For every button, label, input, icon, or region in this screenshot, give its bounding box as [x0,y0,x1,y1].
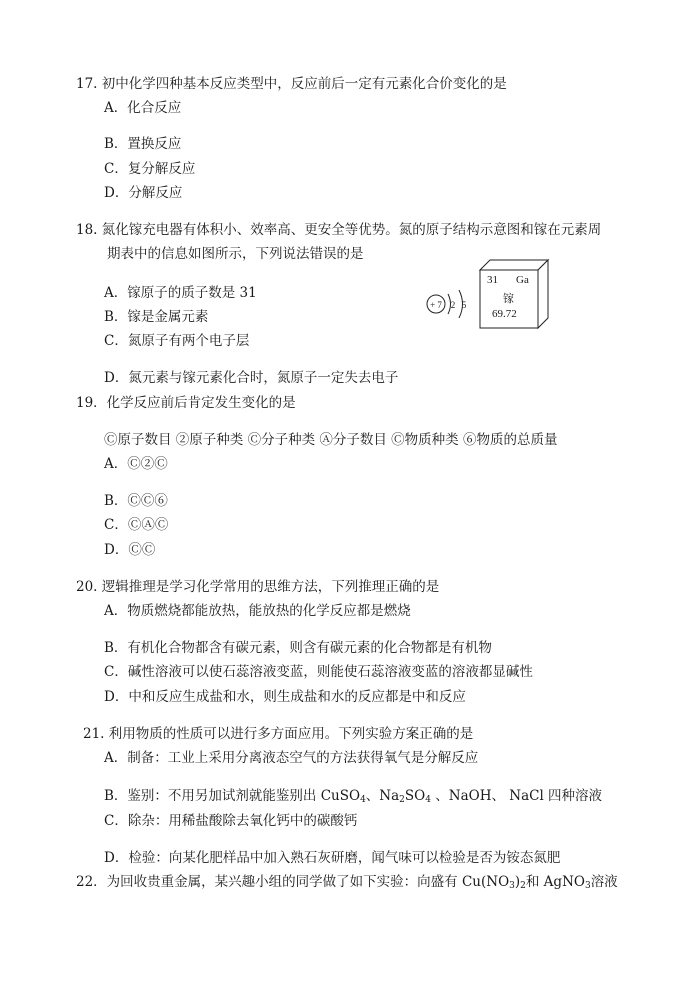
q18-option-d: D．氮元素与镓元素化合时，氮原子一定失去电子 [104,370,399,386]
atom-shell2-electrons: 5 [461,300,467,310]
q19-option-d: D．ⒸⒸ [104,542,156,558]
q20-stem: 20. 逻辑推理是学习化学常用的思维方法，下列推理正确的是 [76,579,440,595]
element-atomic-number: 31 [487,274,498,286]
q18-option-c: C．氮原子有两个电子层 [104,333,250,349]
nitrogen-atom-diagram [426,284,476,324]
q21-option-b: B．鉴别：不用另加试剂就能鉴别出 CuSO$_4$、$Na_2SO_4$ 、NaOH、 NaCl 四种溶液 [104,788,603,805]
q20-option-d: D．中和反应生成盐和水，则生成盐和水的反应都是中和反应 [104,689,466,705]
q21-stem: 21. 利用物质的性质可以进行多方面应用。下列实验方案正确的是 [83,726,474,742]
q21-option-a: A．制备：工业上采用分离液态空气的方法获得氧气是分解反应 [104,750,479,766]
atom-shell1-electrons: 2 [450,300,456,310]
gallium-element-card [478,258,550,330]
q20-option-a: A．物质燃烧都能放热，能放热的化学反应都是燃烧 [104,603,411,619]
q17-stem: 17. 初中化学四种基本反应类型中，反应前后一定有元素化合价变化的是 [76,76,507,92]
q19-stem: 19．化学反应前后肯定发生变化的是 [76,395,296,411]
q21-option-d: D．检验：向某化肥样品中加入熟石灰研磨，闻气味可以检验是否为铵态氮肥 [104,850,561,866]
q19-option-b: B．ⒸⒸ⑥ [104,493,168,509]
q19-option-a: A．Ⓒ②Ⓒ [104,456,168,472]
q17-option-b: B．置换反应 [104,136,182,152]
element-symbol: Ga [516,274,529,286]
q17-option-a: A．化合反应 [104,100,182,116]
q18-stem-line1: 18. 氮化镓充电器有体积小、效率高、更安全等优势。氮的原子结构示意图和镓在元素周 [76,222,602,238]
q19-option-c: C．ⒸⒶⒸ [104,517,169,533]
atom-nucleus-label: + 7 [430,300,442,310]
q20-option-c: C．碱性溶液可以使石蕊溶液变蓝，则能使石蕊溶液变蓝的溶液都显碱性 [104,664,533,680]
q20-option-b: B．有机化合物都含有碳元素，则含有碳元素的化合物都是有机物 [104,640,492,656]
q19-items: Ⓒ原子数目 ②原子种类 Ⓒ分子种类 Ⓐ分子数目 Ⓒ物质种类 ⑥物质的总质量 [104,432,558,448]
q17-option-d: D．分解反应 [104,185,183,201]
element-name: 镓 [503,292,514,305]
q17-option-c: C．复分解反应 [104,161,196,177]
q21-option-c: C．除杂：用稀盐酸除去氧化钙中的碳酸钙 [104,813,358,829]
q18-option-b: B．镓是金属元素 [104,309,209,325]
q18-stem-line2: 期表中的信息如图所示，下列说法错误的是 [107,246,364,262]
q22-stem: 22．为回收贵重金属，某兴趣小组的同学做了如下实验：向盛有 $Cu(NO_3)_2$和 AgNO$_3$溶液 [76,874,618,891]
element-atomic-mass: 69.72 [492,308,517,320]
q18-option-a: A．镓原子的质子数是 31 [104,285,257,301]
